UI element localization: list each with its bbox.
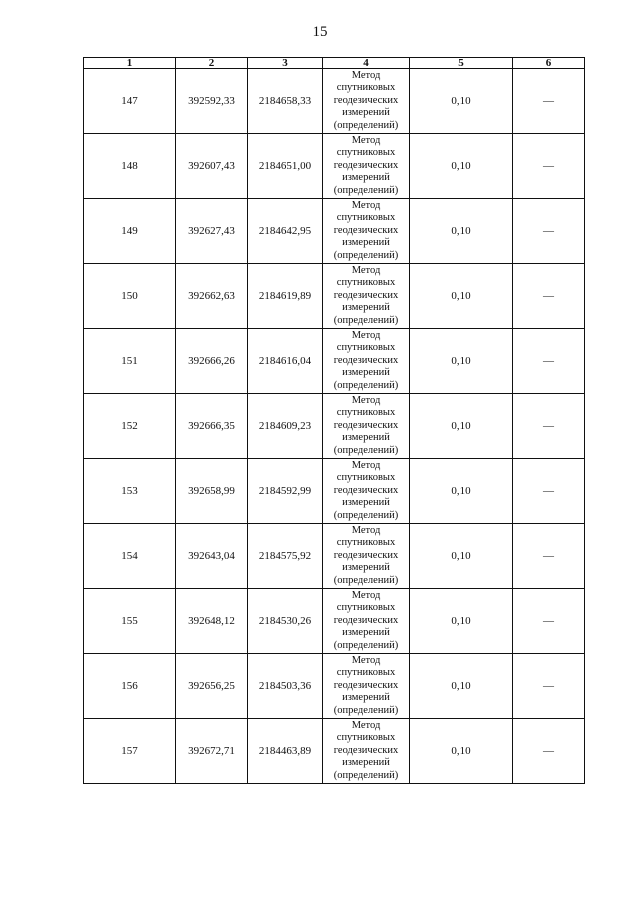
method-line: (определений) [333,769,399,781]
method-line: спутниковых [336,147,396,159]
method-line: измерений [342,367,390,379]
method-cell [323,394,410,459]
method-cell [323,134,410,199]
table-row [84,329,585,394]
y-coordinate-cell: 2184642,95 [248,199,323,264]
method-text [323,200,409,263]
method-cell [323,719,410,784]
method-line: (определений) [333,249,399,261]
point-number-cell: 157 [84,719,176,784]
x-coordinate-cell: 392607,43 [176,134,248,199]
method-line: измерений [342,497,390,509]
y-coordinate-cell: 2184609,23 [248,394,323,459]
method-line: (определений) [333,119,399,131]
table-row [84,394,585,459]
note-cell: — [513,589,585,654]
method-line: Метод [351,394,381,406]
column-header: 1 [84,58,176,69]
x-coordinate-cell: 392662,63 [176,264,248,329]
page-number: 15 [312,24,328,40]
method-line: спутниковых [336,602,396,614]
y-coordinate-cell: 2184575,92 [248,524,323,589]
method-line: измерений [342,757,390,769]
method-line: спутниковых [336,472,396,484]
method-line: измерений [342,302,390,314]
note-cell: — [513,459,585,524]
accuracy-cell: 0,10 [410,589,513,654]
method-text [323,590,409,653]
header-row [84,58,585,69]
method-line: (определений) [333,639,399,651]
y-coordinate-cell: 2184463,89 [248,719,323,784]
note-cell: — [513,199,585,264]
note-cell: — [513,719,585,784]
accuracy-cell: 0,10 [410,134,513,199]
method-line: Метод [351,264,381,276]
point-number-cell: 148 [84,134,176,199]
method-cell [323,589,410,654]
method-cell [323,654,410,719]
column-header: 3 [248,58,323,69]
x-coordinate-cell: 392592,33 [176,69,248,134]
column-header: 6 [513,58,585,69]
method-line: измерений [342,107,390,119]
point-number-cell: 155 [84,589,176,654]
method-line: Метод [351,329,381,341]
method-line: спутниковых [336,537,396,549]
method-line: Метод [351,719,381,731]
method-line: Метод [351,459,381,471]
accuracy-cell: 0,10 [410,459,513,524]
method-line: геодезических [333,549,399,561]
method-text [323,70,409,133]
y-coordinate-cell: 2184592,99 [248,459,323,524]
note-cell: — [513,654,585,719]
point-number-cell: 154 [84,524,176,589]
method-line: Метод [351,524,381,536]
note-cell: — [513,134,585,199]
method-cell [323,459,410,524]
method-text [323,525,409,588]
table-row [84,264,585,329]
method-cell [323,329,410,394]
y-coordinate-cell: 2184651,00 [248,134,323,199]
x-coordinate-cell: 392658,99 [176,459,248,524]
table-row [84,654,585,719]
method-cell [323,69,410,134]
accuracy-cell: 0,10 [410,199,513,264]
method-text [323,460,409,523]
method-line: геодезических [333,354,399,366]
table-row [84,459,585,524]
coordinates-table [83,57,585,784]
point-number-cell: 156 [84,654,176,719]
method-line: спутниковых [336,82,396,94]
method-line: геодезических [333,159,399,171]
note-cell: — [513,264,585,329]
method-line: спутниковых [336,667,396,679]
method-text [323,330,409,393]
accuracy-cell: 0,10 [410,719,513,784]
point-number-cell: 152 [84,394,176,459]
method-line: Метод [351,134,381,146]
method-line: геодезических [333,224,399,236]
y-coordinate-cell: 2184616,04 [248,329,323,394]
method-line: геодезических [333,484,399,496]
column-header: 4 [323,58,410,69]
accuracy-cell: 0,10 [410,264,513,329]
accuracy-cell: 0,10 [410,654,513,719]
method-line: (определений) [333,314,399,326]
note-cell: — [513,524,585,589]
method-line: измерений [342,432,390,444]
accuracy-cell: 0,10 [410,524,513,589]
accuracy-cell: 0,10 [410,329,513,394]
method-line: (определений) [333,184,399,196]
method-line: (определений) [333,444,399,456]
y-coordinate-cell: 2184503,36 [248,654,323,719]
x-coordinate-cell: 392648,12 [176,589,248,654]
method-line: Метод [351,69,381,81]
method-line: спутниковых [336,277,396,289]
method-line: измерений [342,172,390,184]
column-header: 5 [410,58,513,69]
x-coordinate-cell: 392666,26 [176,329,248,394]
method-line: геодезических [333,419,399,431]
y-coordinate-cell: 2184619,89 [248,264,323,329]
table-row [84,134,585,199]
method-cell [323,524,410,589]
y-coordinate-cell: 2184658,33 [248,69,323,134]
method-text [323,655,409,718]
method-line: геодезических [333,679,399,691]
method-line: измерений [342,692,390,704]
method-line: (определений) [333,574,399,586]
method-line: геодезических [333,94,399,106]
method-cell [323,264,410,329]
method-text [323,265,409,328]
x-coordinate-cell: 392627,43 [176,199,248,264]
x-coordinate-cell: 392643,04 [176,524,248,589]
method-line: Метод [351,199,381,211]
y-coordinate-cell: 2184530,26 [248,589,323,654]
x-coordinate-cell: 392656,25 [176,654,248,719]
table-row [84,199,585,264]
method-line: (определений) [333,704,399,716]
note-cell: — [513,394,585,459]
point-number-cell: 153 [84,459,176,524]
table-row [84,69,585,134]
table-body [84,69,585,784]
table-row [84,589,585,654]
method-line: Метод [351,654,381,666]
method-line: спутниковых [336,407,396,419]
method-line: измерений [342,237,390,249]
method-line: геодезических [333,614,399,626]
method-text [323,720,409,783]
method-line: спутниковых [336,342,396,354]
point-number-cell: 149 [84,199,176,264]
point-number-cell: 151 [84,329,176,394]
accuracy-cell: 0,10 [410,394,513,459]
point-number-cell: 150 [84,264,176,329]
note-cell: — [513,329,585,394]
x-coordinate-cell: 392672,71 [176,719,248,784]
method-text [323,395,409,458]
table-row [84,719,585,784]
point-number-cell: 147 [84,69,176,134]
note-cell: — [513,69,585,134]
method-line: геодезических [333,289,399,301]
method-line: (определений) [333,509,399,521]
method-line: измерений [342,627,390,639]
table-row [84,524,585,589]
method-text [323,135,409,198]
method-line: геодезических [333,744,399,756]
method-cell [323,199,410,264]
column-header: 2 [176,58,248,69]
method-line: спутниковых [336,732,396,744]
x-coordinate-cell: 392666,35 [176,394,248,459]
method-line: спутниковых [336,212,396,224]
method-line: (определений) [333,379,399,391]
accuracy-cell: 0,10 [410,69,513,134]
method-line: измерений [342,562,390,574]
method-line: Метод [351,589,381,601]
